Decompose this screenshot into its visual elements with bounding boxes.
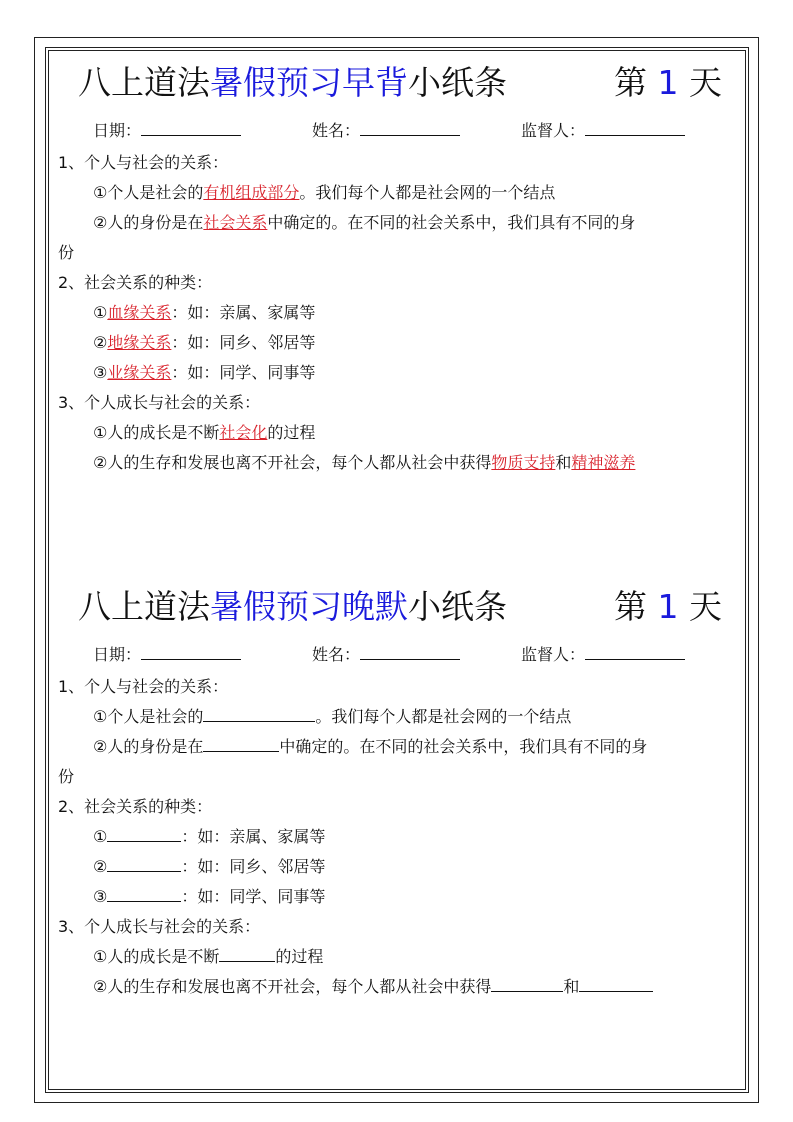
title-subject: 八上道法 — [78, 63, 210, 102]
text: 的过程 — [267, 423, 316, 442]
answer: 社会关系 — [203, 213, 268, 232]
text-line — [58, 822, 748, 852]
answer: 物质支持 — [491, 453, 556, 472]
text: ：如：亲属、家属等 — [181, 827, 326, 846]
day-prefix: 第 — [614, 587, 647, 626]
date-blank[interactable] — [141, 645, 241, 660]
fill-blank[interactable] — [203, 735, 279, 752]
section-heading: 2、社会关系的种类： — [58, 273, 213, 292]
date-field[interactable] — [93, 642, 241, 665]
text-line — [58, 358, 748, 388]
name-label: 姓名： — [312, 121, 361, 140]
title-highlight: 暑假预习早背 — [210, 63, 408, 102]
text: 中确定的。在不同的社会关系中，我们具有不同的身 — [279, 737, 648, 756]
answer: 血缘关系 — [107, 303, 172, 322]
text: 和 — [563, 977, 580, 996]
answer: 社会化 — [219, 423, 268, 442]
answer: 有机组成部分 — [203, 183, 300, 202]
text: 。我们每个人都是社会网的一个结点 — [315, 707, 572, 726]
supervisor-label: 监督人： — [521, 645, 586, 664]
name-blank[interactable] — [360, 121, 460, 136]
title-row — [58, 582, 748, 638]
day-counter — [614, 60, 722, 106]
text: 。我们每个人都是社会网的一个结点 — [299, 183, 556, 202]
text: ③ — [93, 363, 108, 382]
day-suffix: 天 — [689, 63, 722, 102]
sheet-title — [78, 60, 507, 106]
name-blank[interactable] — [360, 645, 460, 660]
supervisor-field[interactable] — [521, 118, 685, 141]
info-row — [58, 114, 748, 148]
text: ②人的生存和发展也离不开社会，每个人都从社会中获得 — [93, 453, 492, 472]
text: ：如：亲属、家属等 — [171, 303, 316, 322]
text-line — [58, 972, 748, 1002]
morning-recite-sheet — [58, 58, 748, 478]
text-line — [58, 942, 748, 972]
day-suffix: 天 — [689, 587, 722, 626]
text: ①人的成长是不断 — [93, 947, 220, 966]
text: ①个人是社会的 — [93, 707, 204, 726]
answer: 地缘关系 — [107, 333, 172, 352]
title-suffix: 小纸条 — [408, 587, 507, 626]
text: ② — [93, 333, 108, 352]
fill-blank[interactable] — [107, 885, 181, 902]
fill-blank[interactable] — [579, 975, 653, 992]
fill-blank[interactable] — [491, 975, 563, 992]
sheet-title — [78, 584, 507, 630]
date-label: 日期： — [93, 121, 142, 140]
text: ：如：同学、同事等 — [171, 363, 316, 382]
text-line — [58, 208, 748, 238]
section-heading: 2、社会关系的种类： — [58, 797, 213, 816]
text-line — [58, 882, 748, 912]
fill-blank[interactable] — [107, 855, 181, 872]
evening-dictation-sheet — [58, 582, 748, 1002]
text: ②人的身份是在 — [93, 737, 204, 756]
day-prefix: 第 — [614, 63, 647, 102]
section-heading: 1、个人与社会的关系： — [58, 153, 229, 172]
fill-blank[interactable] — [107, 825, 181, 842]
text: 中确定的。在不同的社会关系中，我们具有不同的身 — [267, 213, 636, 232]
text: ：如：同乡、邻居等 — [181, 857, 326, 876]
day-number: 1 — [657, 63, 679, 102]
name-field[interactable] — [312, 642, 460, 665]
date-label: 日期： — [93, 645, 142, 664]
text-line — [58, 448, 748, 478]
text: ：如：同乡、邻居等 — [171, 333, 316, 352]
title-row — [58, 58, 748, 114]
section-heading: 1、个人与社会的关系： — [58, 677, 229, 696]
text: 的过程 — [275, 947, 324, 966]
date-field[interactable] — [93, 118, 241, 141]
text: ③ — [93, 887, 108, 906]
fill-blank[interactable] — [219, 945, 275, 962]
text-line: 份 — [58, 243, 75, 262]
text: ② — [93, 857, 108, 876]
text: ① — [93, 303, 108, 322]
text-line — [58, 852, 748, 882]
title-suffix: 小纸条 — [408, 63, 507, 102]
text: ①个人是社会的 — [93, 183, 204, 202]
answer: 业缘关系 — [107, 363, 172, 382]
text: ②人的生存和发展也离不开社会，每个人都从社会中获得 — [93, 977, 492, 996]
section-heading: 3、个人成长与社会的关系： — [58, 917, 261, 936]
text-line — [58, 298, 748, 328]
title-subject: 八上道法 — [78, 587, 210, 626]
fill-blank[interactable] — [203, 705, 315, 722]
name-label: 姓名： — [312, 645, 361, 664]
text: ：如：同学、同事等 — [181, 887, 326, 906]
text: ①人的成长是不断 — [93, 423, 220, 442]
info-row — [58, 638, 748, 672]
text-line — [58, 702, 748, 732]
text-line: 份 — [58, 767, 75, 786]
supervisor-label: 监督人： — [521, 121, 586, 140]
text: ②人的身份是在 — [93, 213, 204, 232]
text: ① — [93, 827, 108, 846]
title-highlight: 暑假预习晚默 — [210, 587, 408, 626]
supervisor-blank[interactable] — [585, 121, 685, 136]
text-line — [58, 732, 748, 762]
text-line — [58, 178, 748, 208]
date-blank[interactable] — [141, 121, 241, 136]
supervisor-field[interactable] — [521, 642, 685, 665]
section-heading: 3、个人成长与社会的关系： — [58, 393, 261, 412]
text-line — [58, 328, 748, 358]
text: 和 — [555, 453, 572, 472]
supervisor-blank[interactable] — [585, 645, 685, 660]
answer: 精神滋养 — [571, 453, 636, 472]
name-field[interactable] — [312, 118, 460, 141]
day-counter — [614, 584, 722, 630]
text-line — [58, 418, 748, 448]
day-number: 1 — [657, 587, 679, 626]
